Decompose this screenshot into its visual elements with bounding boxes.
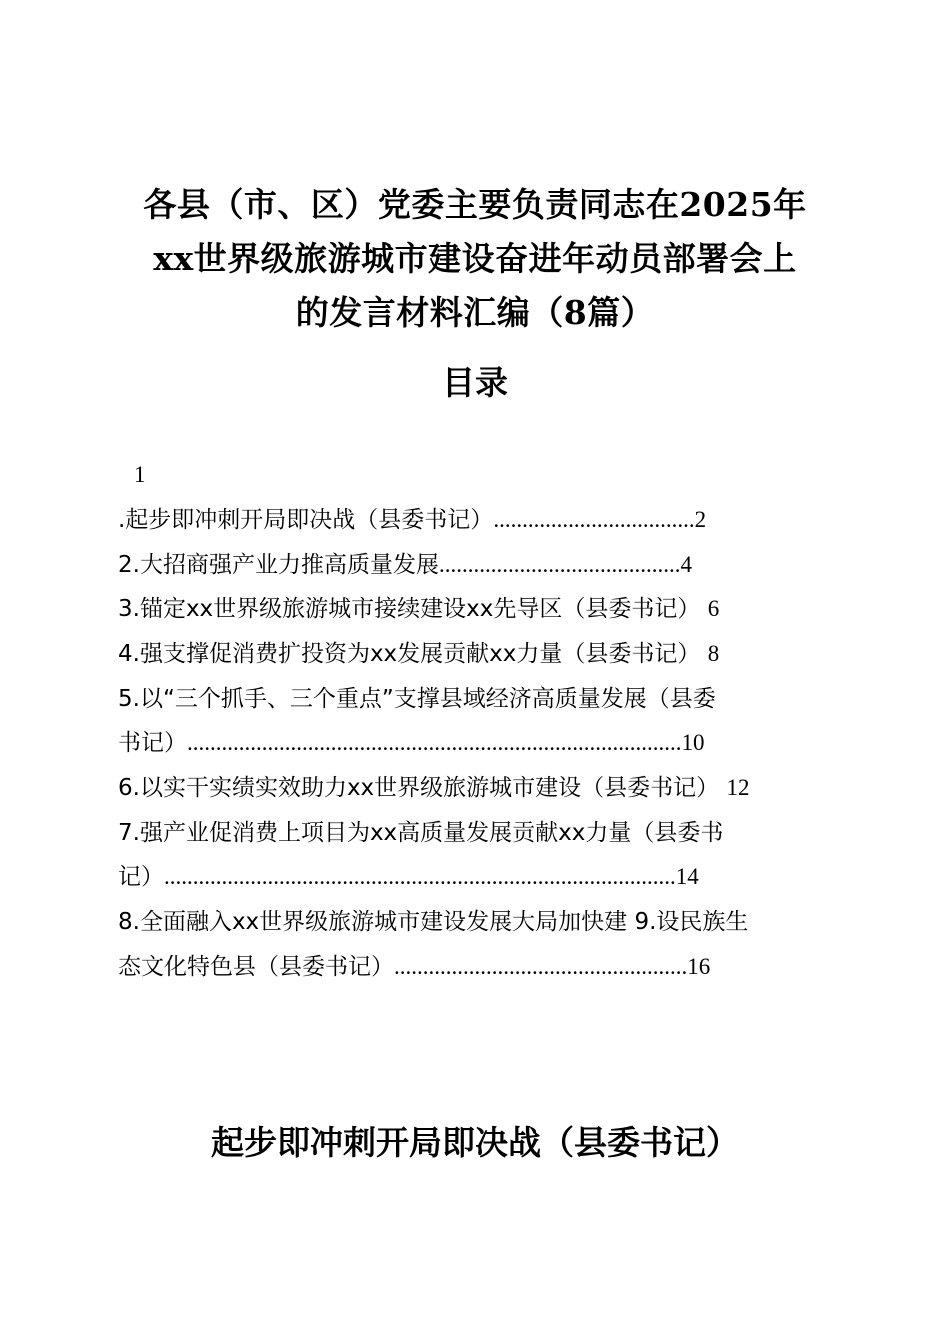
toc-entry-8[interactable]	[118, 905, 830, 939]
toc-page-number: 12	[726, 775, 750, 800]
toc-entry-8-continued[interactable]	[118, 950, 830, 984]
toc-entry-5[interactable]	[118, 682, 830, 716]
toc-entry-6[interactable]	[118, 771, 830, 805]
title-line-1: 各县（市、区）党委主要负责同志在2025年	[143, 185, 807, 224]
toc-page-number: 14	[675, 864, 699, 889]
toc-leader: ..........................................	[438, 552, 681, 577]
toc-entry-text: 7.强产业促消费上项目为xx高质量发展贡献xx力量（县委书	[118, 820, 724, 846]
section-title: 起步即冲刺开局即决战（县委书记）	[211, 1123, 739, 1162]
toc-entry-text: 书记）	[118, 730, 187, 756]
toc-leader: ...................................................	[394, 954, 688, 979]
toc-entry-5-continued[interactable]	[118, 726, 830, 760]
toc-entry-text: 态文化特色县（县委书记）	[118, 954, 394, 980]
toc-entry-7[interactable]	[118, 816, 830, 850]
toc-page-number: 2	[694, 507, 707, 532]
title-line-3: 的发言材料汇编（8篇）	[295, 293, 655, 332]
toc-entry-text: 6.以实干实绩实效助力xx世界级旅游城市建设（县委书记）	[118, 775, 720, 801]
toc-page-number: 16	[687, 954, 711, 979]
toc-stray-number: 1	[134, 462, 146, 487]
document-title	[110, 178, 840, 340]
toc-page-number: 10	[681, 730, 705, 755]
toc-heading: 目录	[442, 363, 508, 402]
toc-entry-text: 5.以“三个抓手、三个重点”支撑县域经济高质量发展（县委	[118, 686, 716, 712]
toc-entry-text: .起步即冲刺开局即决战（县委书记）	[118, 507, 494, 533]
toc-entry-1[interactable]	[118, 503, 830, 537]
toc-entry-text: 3.锚定xx世界级旅游城市接续建设xx先导区（县委书记）	[118, 596, 701, 622]
title-line-2: xx世界级旅游城市建设奋进年动员部署会上	[153, 239, 797, 278]
toc-leader: ......................................................................................	[187, 730, 682, 755]
toc-leader: ...................................	[493, 507, 695, 532]
toc-entry-text: 记）	[118, 864, 164, 890]
toc-entry-7-continued[interactable]	[118, 860, 830, 894]
toc-entry-3[interactable]	[118, 592, 830, 626]
toc-page-number: 6	[707, 596, 720, 621]
toc-entry-text: 8.全面融入xx世界级旅游城市建设发展大局加快建 9.设民族生	[118, 909, 749, 935]
toc-page-number: 4	[680, 552, 692, 577]
toc-entry-text: 2.大招商强产业力推高质量发展	[118, 552, 439, 578]
toc-entry-2[interactable]	[118, 548, 830, 582]
toc-entry-text: 4.强支撑促消费扩投资为xx发展贡献xx力量（县委书记）	[118, 641, 701, 667]
toc-entry-4[interactable]	[118, 637, 830, 671]
toc-page-number: 8	[707, 641, 720, 666]
toc-leader: .........................................................................................	[164, 864, 676, 889]
